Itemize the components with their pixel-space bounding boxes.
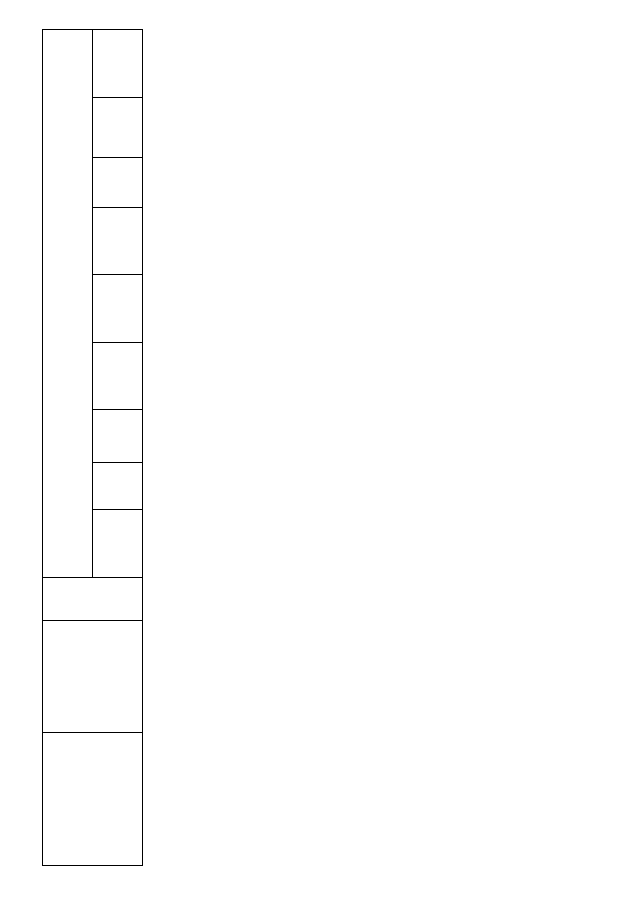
header-year <box>93 158 143 208</box>
header-year <box>93 208 143 275</box>
table-body <box>143 29 595 865</box>
header-year <box>93 98 143 158</box>
header-total <box>93 510 143 578</box>
header-year <box>93 410 143 463</box>
financing-table <box>42 29 594 866</box>
rotated-page <box>42 30 594 866</box>
header-sources <box>43 578 143 621</box>
header-year <box>93 29 143 97</box>
header-year <box>93 275 143 343</box>
header-responsible <box>43 621 143 733</box>
header-year <box>93 463 143 510</box>
header-volume <box>43 29 93 577</box>
header-year <box>93 343 143 410</box>
header-name <box>43 733 143 866</box>
